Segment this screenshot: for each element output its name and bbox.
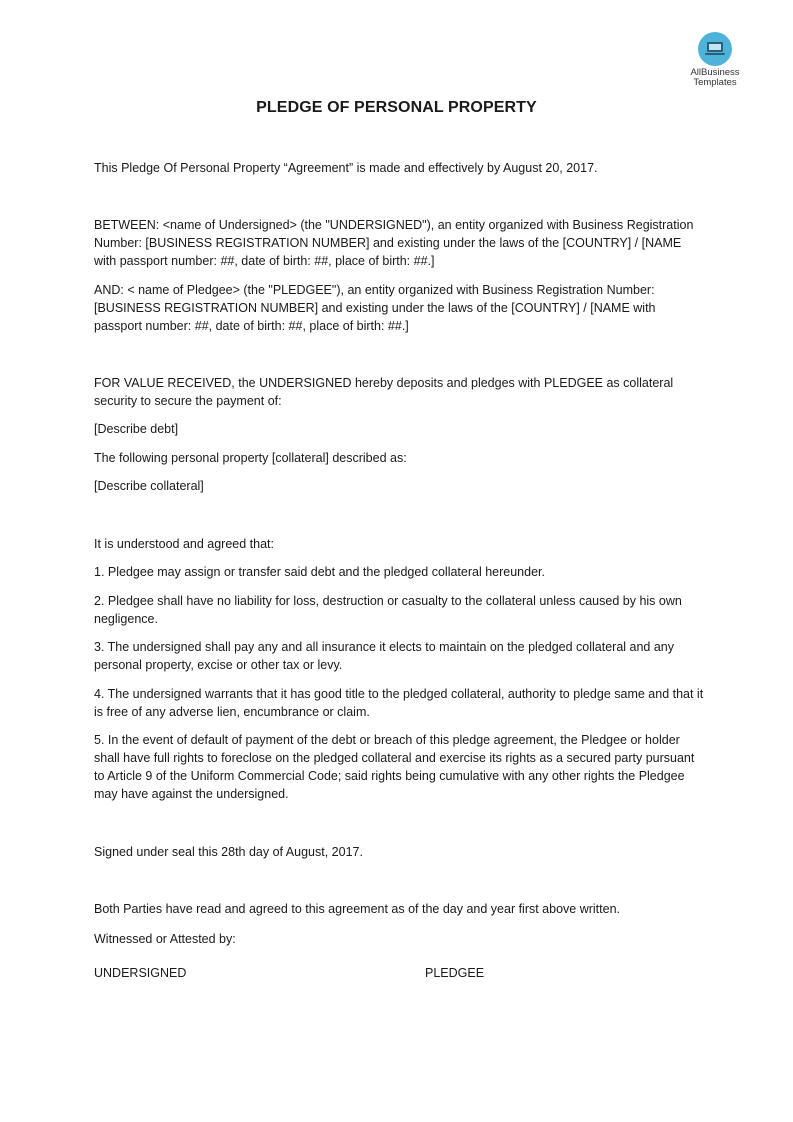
personal-property-paragraph: The following personal property [collateral] described as: — [94, 451, 407, 465]
signature-undersigned: UNDERSIGNED — [94, 966, 187, 980]
describe-collateral: [Describe collateral] — [94, 479, 204, 493]
allbusiness-templates-logo — [683, 32, 747, 88]
signed-under-seal: Signed under seal this 28th day of August, 2017. — [94, 845, 363, 859]
clause-2: 2. Pledgee shall have no liability for loss, destruction or casualty to the collateral unless caused by his own negligence. — [94, 594, 682, 626]
clause-1: 1. Pledgee may assign or transfer said debt and the pledged collateral hereunder. — [94, 565, 545, 579]
document-title: PLEDGE OF PERSONAL PROPERTY — [256, 99, 537, 116]
between-paragraph: BETWEEN: <name of Undersigned> (the "UNDERSIGNED"), an entity organized with Business Registration Number: [BUSINESS REGISTRATION NUMBER] and existing under the laws of the [COUNTRY] / [NAME with passport number: ##, date of birth: ##, place of birth: ##.] — [94, 218, 694, 268]
logo-text-line1: AllBusiness — [690, 67, 740, 78]
both-parties-paragraph: Both Parties have read and agreed to this agreement as of the day and year first above written. — [94, 902, 621, 916]
laptop-icon — [698, 32, 732, 66]
clause-4: 4. The undersigned warrants that it has good title to the pledged collateral, authority to pledge same and that it is free of any adverse lien, encumbrance or claim. — [94, 687, 704, 719]
witnessed-line: Witnessed or Attested by: — [94, 932, 236, 946]
value-received-paragraph: FOR VALUE RECEIVED, the UNDERSIGNED hereby deposits and pledges with PLEDGEE as collateral security to secure the payment of: — [94, 376, 674, 408]
intro-paragraph: This Pledge Of Personal Property “Agreement” is made and effectively by August 20, 2017. — [94, 161, 598, 175]
clause-5: 5. In the event of default of payment of the debt or breach of this pledge agreement, the Pledgee or holder shall have full rights to foreclose on the pledged collateral and exercise its rights as a secured party pursuant to Article 9 of the Uniform Commercial Code; said rights being cumulative with any other rights the Pledgee may have against the undersigned. — [94, 733, 695, 801]
signature-pledgee: PLEDGEE — [425, 966, 485, 980]
and-paragraph: AND: < name of Pledgee> (the "PLEDGEE"), an entity organized with Business Registration Number: [BUSINESS REGISTRATION NUMBER] and existing under the laws of the [COUNTRY] / [NAME with passport number: ##, date of birth: ##, place of birth: ##.] — [94, 283, 656, 333]
describe-debt: [Describe debt] — [94, 422, 179, 436]
understood-paragraph: It is understood and agreed that: — [94, 537, 274, 551]
clause-3: 3. The undersigned shall pay any and all insurance it elects to maintain on the pledged collateral and any personal property, excise or other tax or levy. — [94, 640, 675, 672]
logo-text-line2: Templates — [693, 77, 737, 88]
